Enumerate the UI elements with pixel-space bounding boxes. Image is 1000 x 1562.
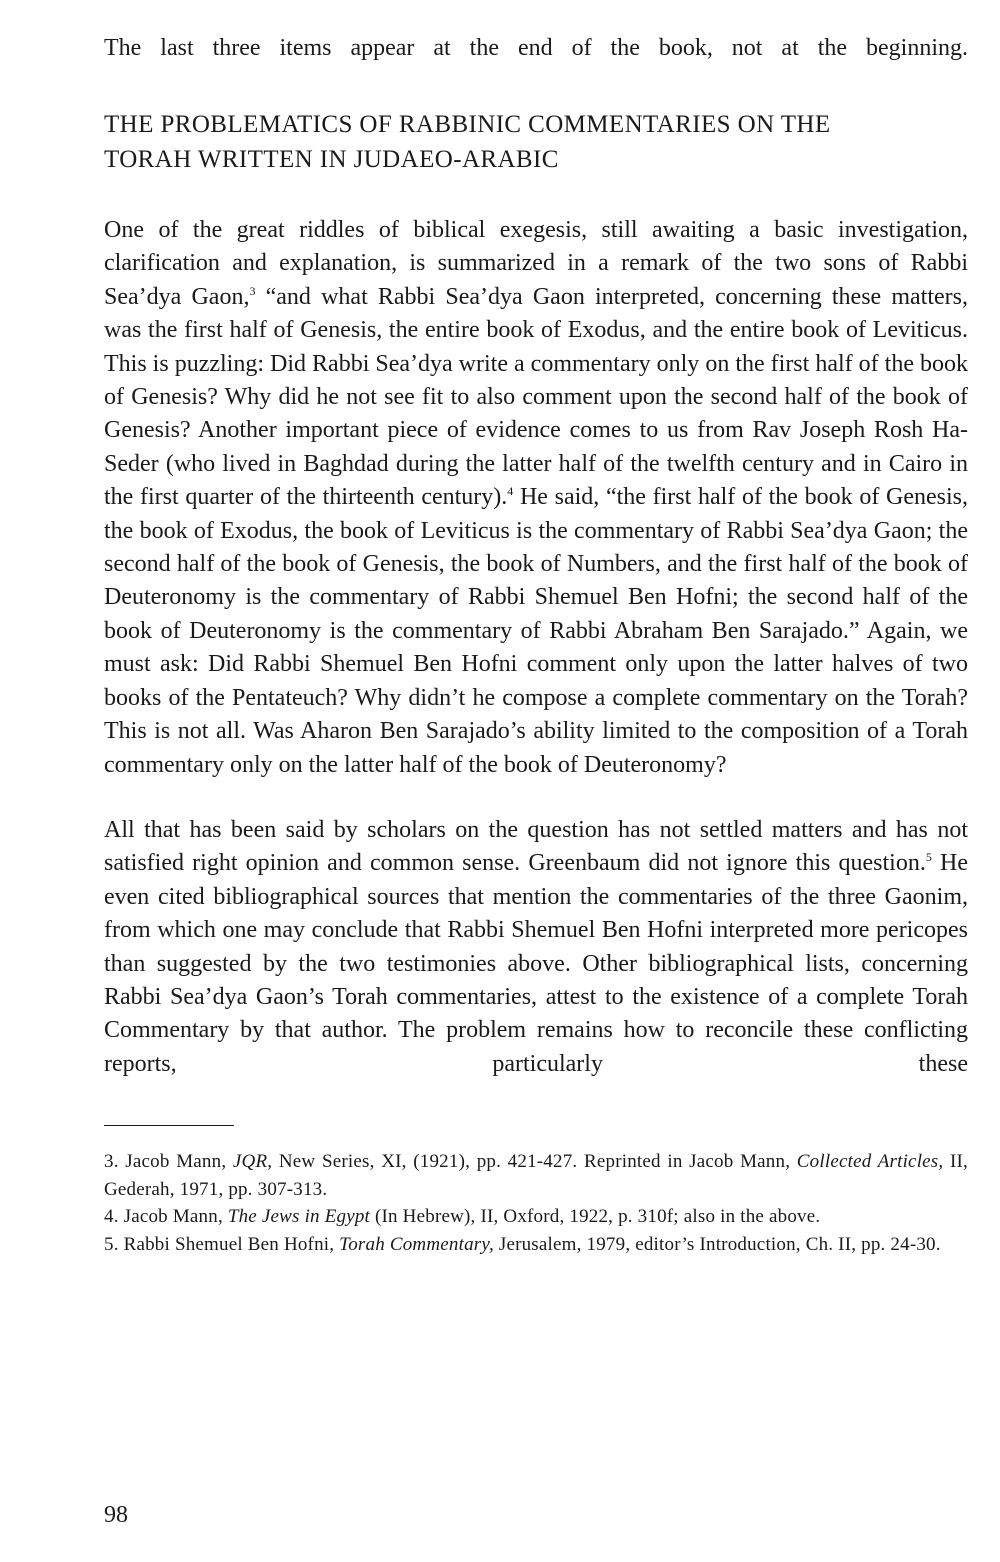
footnote-text: Jacob Mann, (118, 1151, 233, 1173)
paragraph-1 (104, 214, 968, 782)
paragraph-2 (104, 814, 968, 1081)
paragraph-1-text-a: One of the great riddles of biblical exegesis, still awaiting a basic investigation, clarification and explanation, is summarized in a remark of the two sons of Rabbi Sea’dya Gaon, (104, 217, 968, 310)
section-heading-line-2: TORAH WRITTEN IN JUDAEO-ARABIC (104, 146, 559, 173)
footnote-title: JQR, (232, 1151, 273, 1173)
footnote-5 (104, 1231, 968, 1259)
paragraph-1-text-b: “and what Rabbi Sea’dya Gaon interpreted, concerning these matters, was the first half of Genesis, the entire book of Exodus, and the entire book of Leviticus. This is puzzling: Did Rabbi Sea’dya write a commentary only on the first half of the book of Genesis? Why did he not see fit to also comment upon the second half of the book of Genesis? Another important piece of evidence comes to us from Rav Joseph Rosh Ha-Seder (who lived in Baghdad during the latter half of the twelfth century and in Cairo in the first quarter of the thirteenth century). (104, 283, 968, 511)
paragraph-1-text-c: He said, “the first half of the book of Genesis, the book of Exodus, the book of Leviticus is the commentary of Rabbi Sea’dya Gaon; the second half of the book of Genesis, the book of Numbers, and the first half of the book of Deuteronomy is the commentary of Rabbi Shemuel Ben Hofni; the second half of the book of Deuteronomy is the commentary of Rabbi Abraham Ben Sarajado.” Again, we must ask: Did Rabbi Shemuel Ben Hofni comment only upon the latter halves of two books of the Pentateuch? Why didn’t he compose a complete commentary on the Torah? This is not all. Was Aharon Ben Sarajado’s ability limited to the composition of a Torah commentary only on the latter half of the book of Deuteronomy? (104, 484, 968, 778)
footnote-title: Collected Articles, (796, 1151, 944, 1173)
paragraph-2-text-b: He even cited bibliographical sources that mention the commentaries of the three Gaonim, from which one may conclude that Rabbi Shemuel Ben Hofni interpreted more pericopes than suggested by the two testimonies above. Other bibliographical lists, concerning Rabbi Sea’dya Gaon’s Torah commentaries, attest to the existence of a complete Torah Commentary by that author. The problem remains how to reconcile these conflicting reports, particularly these (104, 850, 969, 1077)
footnote-title: The Jews in Egypt (227, 1206, 371, 1228)
paragraph-2-text-a: All that has been said by scholars on the question has not settled matters and has not satisfied right opinion and common sense. Greenbaum did not ignore this question. (104, 816, 968, 877)
footnote-ref-3: 3 (249, 283, 256, 298)
section-heading (104, 107, 968, 177)
footnote-title: Torah Commentary, (339, 1233, 494, 1255)
footnote-text: Jerusalem, 1979, editor’s Introduction, Ch. II, pp. 24-30. (493, 1233, 941, 1255)
footnotes (104, 1148, 968, 1258)
footnote-ref-4: 4 (507, 484, 514, 499)
footnote-number: 3. (104, 1151, 119, 1173)
footnote-text: II, Gederah, 1971, pp. 307-313. (104, 1151, 969, 1200)
footnote-ref-5: 5 (925, 850, 932, 865)
footnote-3 (104, 1148, 968, 1203)
section-heading-line-1: THE PROBLEMATICS OF RABBINIC COMMENTARIES ON THE (104, 111, 831, 138)
page-body (104, 32, 968, 1258)
footnote-text: Rabbi Shemuel Ben Hofni, (118, 1233, 340, 1255)
footnote-4 (104, 1203, 968, 1231)
footnote-number: 4. (104, 1206, 119, 1228)
footnote-text: New Series, XI, (1921), pp. 421-427. Reprinted in Jacob Mann, (272, 1151, 797, 1173)
footnote-text: (In Hebrew), II, Oxford, 1922, p. 310f; also in the above. (370, 1206, 821, 1228)
intro-line: The last three items appear at the end of the book, not at the beginning. (104, 35, 968, 61)
page-number: 98 (104, 1502, 128, 1528)
footnote-divider (104, 1125, 234, 1126)
footnote-text: Jacob Mann, (118, 1206, 228, 1228)
footnote-number: 5. (104, 1233, 119, 1255)
